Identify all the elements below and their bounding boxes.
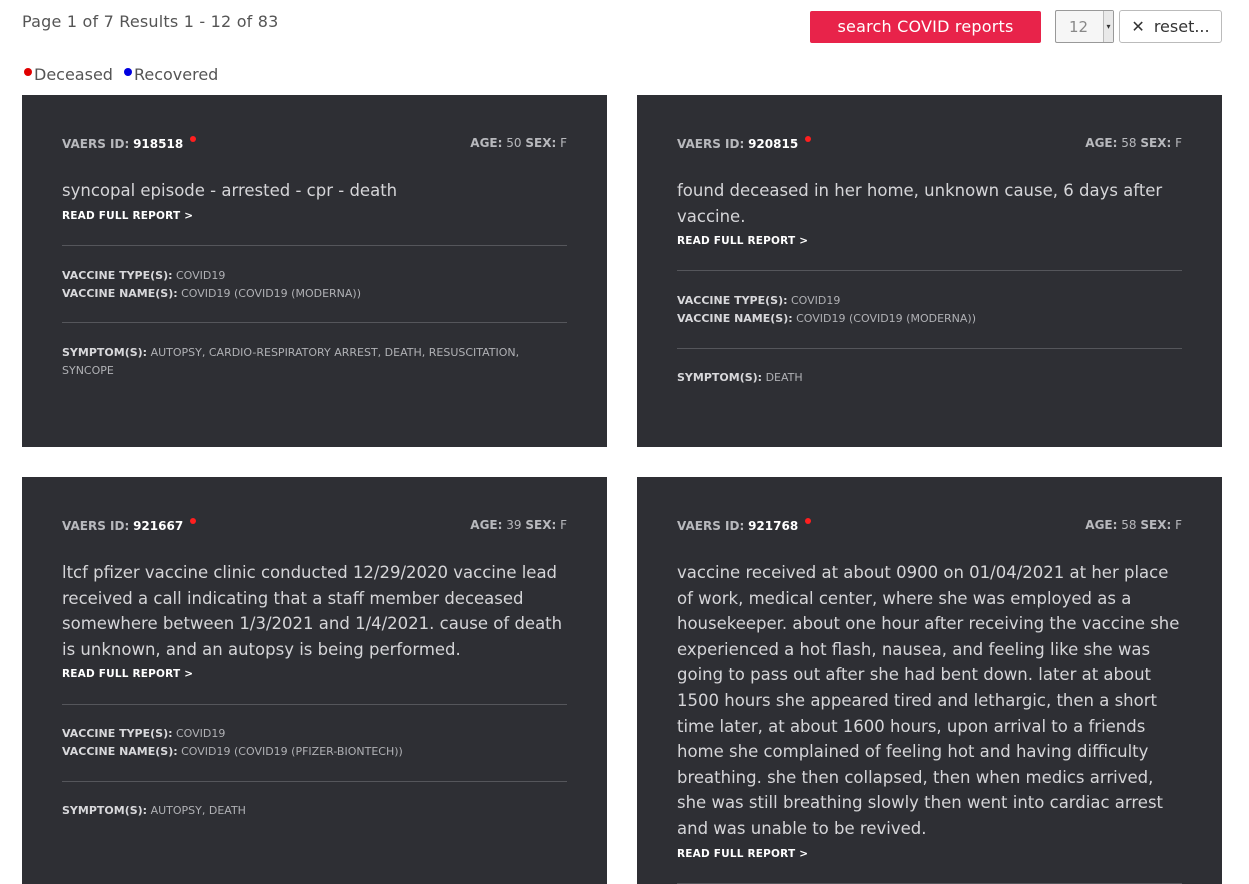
vaccine-type-value: COVID19 (176, 268, 226, 282)
card-header (677, 518, 1182, 534)
age-label: AGE: (1085, 136, 1118, 150)
results-per-page-select[interactable] (1055, 10, 1114, 43)
vaccine-name-row (677, 310, 1182, 328)
demographics (470, 518, 567, 532)
symptoms-value: DEATH (765, 371, 803, 385)
report-card (637, 477, 1222, 884)
vaers-id-value: 921768 (748, 519, 799, 533)
divider (677, 883, 1182, 884)
divider (677, 348, 1182, 349)
vaers-id-label: VAERS ID: (677, 137, 745, 151)
age-label: AGE: (470, 136, 503, 150)
vaccine-info (62, 725, 567, 761)
pagination-summary: Page 1 of 7 Results 1 - 12 of 83 (22, 12, 279, 31)
sex-value: F (1175, 136, 1182, 150)
symptoms-row (677, 369, 1182, 387)
vaccine-type-label: VACCINE TYPE(S): (62, 268, 173, 282)
vaers-id-value: 918518 (133, 137, 184, 151)
vaccine-name-label: VACCINE NAME(S): (62, 745, 178, 759)
vaers-id-label: VAERS ID: (62, 519, 130, 533)
deceased-status-icon (190, 136, 196, 142)
vaccine-name-label: VACCINE NAME(S): (677, 312, 793, 326)
age-value: 39 (506, 518, 522, 532)
report-card (22, 477, 607, 884)
recovered-dot-icon (124, 68, 132, 76)
toolbar (810, 10, 1222, 43)
vaccine-info (62, 267, 567, 303)
sex-value: F (560, 518, 567, 532)
legend-item-deceased (24, 65, 113, 84)
age-value: 50 (506, 136, 522, 150)
demographics (470, 136, 567, 150)
reset-button[interactable] (1119, 10, 1222, 43)
vaccine-name-row (62, 743, 567, 761)
demographics (1085, 518, 1182, 532)
report-summary: vaccine received at about 0900 on 01/04/2021 at her place of work, medical center, where she was employed as a housekeeper. about one hour after receiving the vaccine she experienced a hot flash, nausea, and feeling like she was going to pass out after she had bent down. later at about 1500 hours she appeared tired and lethargic, then a short time later, at about 1600 hours, upon arrival to a friends home she complained of feeling hot and having difficulty breathing. she then collapsed, then when medics arrived, she was still breathing slowly then went into cardiac arrest and was unable to be revived. (677, 563, 1180, 838)
age-label: AGE: (470, 518, 503, 532)
vaers-id-label: VAERS ID: (62, 137, 130, 151)
read-full-report-link[interactable]: READ FULL REPORT > (677, 235, 809, 248)
vaccine-type-label: VACCINE TYPE(S): (62, 727, 173, 741)
symptoms-label: SYMPTOM(S): (677, 371, 763, 385)
deceased-status-icon (805, 518, 811, 524)
deceased-status-icon (805, 136, 811, 142)
close-icon: ✕ (1131, 17, 1145, 36)
deceased-status-icon (190, 518, 196, 524)
vaccine-name-value: COVID19 (COVID19 (MODERNA)) (181, 286, 362, 300)
symptoms-label: SYMPTOM(S): (62, 345, 148, 359)
reset-button-label: reset... (1153, 17, 1210, 36)
divider (677, 270, 1182, 271)
symptoms-row (62, 802, 567, 820)
results-per-page-value: 12 (1068, 18, 1089, 36)
read-full-report-link[interactable]: READ FULL REPORT > (677, 847, 809, 860)
vaccine-name-value: COVID19 (COVID19 (MODERNA)) (796, 312, 977, 326)
report-summary: ltcf pfizer vaccine clinic conducted 12/29/2020 vaccine lead received a call indicating that a staff member deceased somewhere between 1/3/2021 and 1/4/2021. cause of death is unknown, and an autopsy is being performed. (62, 563, 563, 659)
report-card (637, 95, 1222, 447)
age-label: AGE: (1085, 518, 1118, 532)
report-summary: syncopal episode - arrested - cpr - death (62, 181, 398, 200)
vaers-id-value: 921667 (133, 519, 184, 533)
divider (62, 781, 567, 782)
vaccine-name-label: VACCINE NAME(S): (62, 286, 178, 300)
symptoms-value: AUTOPSY, DEATH (150, 804, 246, 818)
vaers-id-value: 920815 (748, 137, 799, 151)
chevron-down-icon[interactable]: ▾ (1103, 11, 1113, 42)
vaccine-type-value: COVID19 (176, 727, 226, 741)
divider (62, 704, 567, 705)
symptoms-label: SYMPTOM(S): (62, 804, 148, 818)
read-full-report-link[interactable]: READ FULL REPORT > (62, 668, 194, 681)
deceased-dot-icon (24, 68, 32, 76)
age-value: 58 (1121, 518, 1137, 532)
card-header (62, 136, 567, 152)
divider (62, 322, 567, 323)
report-card (22, 95, 607, 447)
sex-label: SEX: (1140, 518, 1172, 532)
vaers-id-label: VAERS ID: (677, 519, 745, 533)
read-full-report-link[interactable]: READ FULL REPORT > (62, 209, 194, 222)
legend-item-recovered (124, 65, 218, 84)
sex-label: SEX: (1140, 136, 1172, 150)
sex-label: SEX: (525, 518, 557, 532)
sex-label: SEX: (525, 136, 557, 150)
card-header (677, 136, 1182, 152)
sex-value: F (1175, 518, 1182, 532)
age-value: 58 (1121, 136, 1137, 150)
symptoms-row (62, 344, 567, 380)
vaccine-type-row (62, 725, 567, 743)
legend-label: Deceased (34, 65, 113, 84)
vaccine-name-value: COVID19 (COVID19 (PFIZER-BIONTECH)) (181, 745, 403, 759)
symptoms-value: AUTOPSY, CARDIO-RESPIRATORY ARREST, DEATH, RESUSCITATION, SYNCOPE (62, 345, 520, 377)
search-covid-reports-button[interactable]: search COVID reports (810, 11, 1041, 43)
report-summary: found deceased in her home, unknown cause, 6 days after vaccine. (677, 181, 1163, 226)
vaccine-type-label: VACCINE TYPE(S): (677, 294, 788, 308)
demographics (1085, 136, 1182, 150)
card-header (62, 518, 567, 534)
vaccine-type-value: COVID19 (791, 294, 841, 308)
vaccine-type-row (677, 292, 1182, 310)
divider (62, 245, 567, 246)
vaccine-type-row (62, 267, 567, 285)
vaccine-info (677, 292, 1182, 328)
vaccine-name-row (62, 285, 567, 303)
sex-value: F (560, 136, 567, 150)
legend-label: Recovered (133, 65, 219, 84)
status-legend (24, 65, 229, 84)
